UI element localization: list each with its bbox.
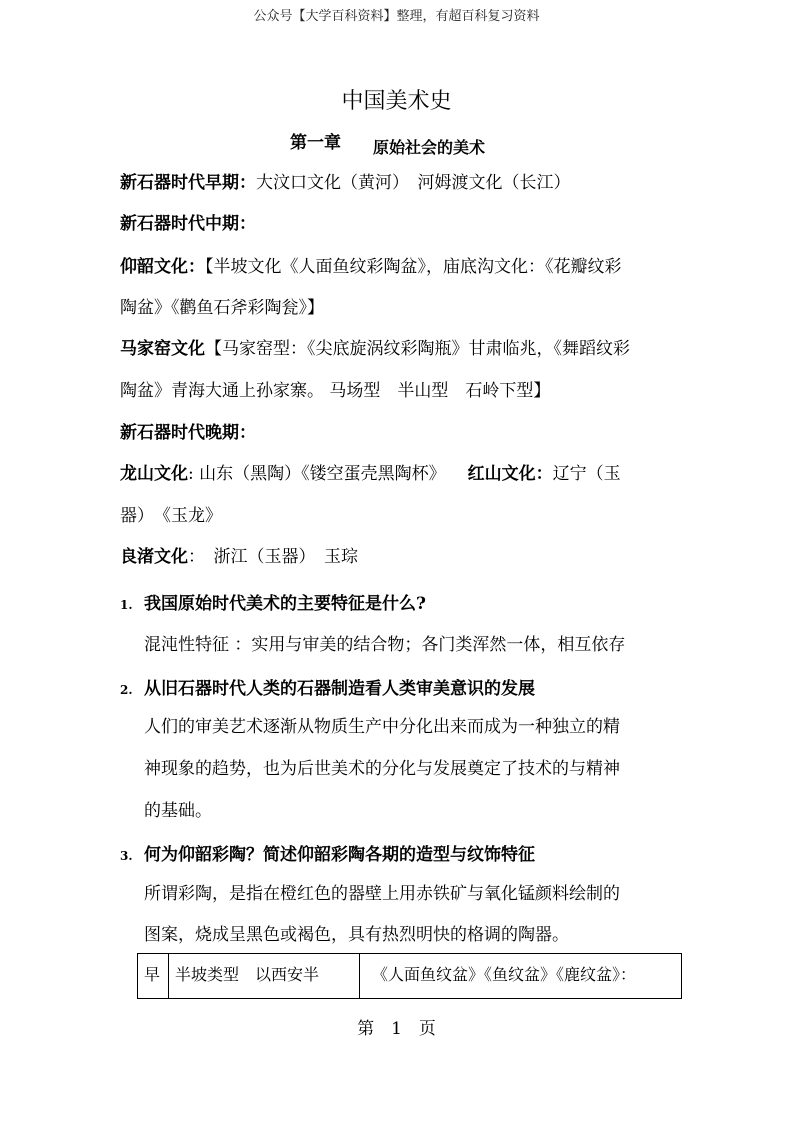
chapter-name: 原始社会的美术 <box>373 138 486 157</box>
line-text: ： 浙江（玉器） 玉琮 <box>188 547 358 567</box>
chapter-heading <box>290 128 486 157</box>
line-label-2: 红山文化： <box>467 464 553 484</box>
text-line <box>120 380 550 402</box>
text-line <box>120 338 630 360</box>
line-label: 龙山文化 <box>120 464 188 484</box>
answer-line: 神现象的趋势，也为后世美术的分化与发展奠定了技术的与精神 <box>144 759 620 779</box>
line-text-2: 辽宁（玉 <box>552 464 621 484</box>
text-line <box>120 256 622 278</box>
document-title: 中国美术史 <box>341 89 452 114</box>
line-text: 大汶口文化（黄河） 河姆渡文化（长江） <box>256 173 571 193</box>
table-cell: 半坡类型 以西安半 <box>169 954 360 999</box>
line-label: 马家窑文化 <box>120 339 205 359</box>
answer-line: 所谓彩陶，是指在橙红色的器壁上用赤铁矿与氧化锰颜料绘制的 <box>144 884 620 904</box>
line-label: 仰韶文化： <box>120 257 205 277</box>
text-line <box>120 505 222 527</box>
text-line <box>120 297 324 319</box>
line-text: 器） 《玉龙》 <box>120 506 222 526</box>
text-line <box>120 172 571 194</box>
line-text: : 山东（黑陶）《镂空蛋壳黑陶杯》 <box>188 464 446 484</box>
periods-table <box>137 953 682 999</box>
line-label: 新石器时代早期： <box>120 173 256 193</box>
question-title: 我国原始时代美术的主要特征是什么? <box>144 594 426 614</box>
question-title: 何为仰韶彩陶？简述仰韶彩陶各期的造型与纹饰特征 <box>144 845 535 865</box>
line-label: 新石器时代中期： <box>120 214 256 234</box>
text-line <box>120 546 358 568</box>
answer-line: 图案，烧成呈黑色或褐色，具有热烈明快的格调的陶器。 <box>144 925 569 945</box>
line-text: 陶盆》《鹳鱼石斧彩陶瓮》】 <box>120 298 324 318</box>
question-title: 从旧石器时代人类的石器制造看人类审美意识的发展 <box>144 679 535 699</box>
line-label: 新石器时代晚期： <box>120 423 256 443</box>
line-text: 【马家窑型：《尖底旋涡纹彩陶瓶》甘肃临兆，《舞蹈纹彩 <box>205 339 630 359</box>
text-line <box>120 422 256 444</box>
answer-line: 混沌性特征 ：实用与审美的结合物；各门类浑然一体，相互依存 <box>144 635 626 655</box>
table-cell: 早 <box>138 954 169 999</box>
line-label: 良渚文化 <box>120 547 188 567</box>
question-number: 2. <box>120 683 133 697</box>
text-line <box>120 463 621 485</box>
table-row <box>138 954 682 999</box>
chapter-number: 第一章 <box>290 133 341 153</box>
table-cell: 《人面鱼纹盆》《鱼纹盆》《鹿纹盆》： <box>360 954 682 999</box>
line-text: 陶盆》青海大通上孙家寨。 马场型 半山型 石岭下型】 <box>120 381 551 401</box>
answer-line: 的基础。 <box>144 801 212 821</box>
question-number: 3. <box>120 849 133 863</box>
page-number: 第 1 页 <box>357 1019 436 1039</box>
question-number: 1. <box>120 598 133 612</box>
answer-line: 人们的审美艺术逐渐从物质生产中分化出来而成为一种独立的精 <box>144 717 620 737</box>
line-text: 【半坡文化《人面鱼纹彩陶盆》，庙底沟文化：《花瓣纹彩 <box>205 257 622 277</box>
text-line <box>120 213 256 235</box>
page-header: 公众号【大学百科资料】整理，有超百科复习资料 <box>253 9 540 24</box>
